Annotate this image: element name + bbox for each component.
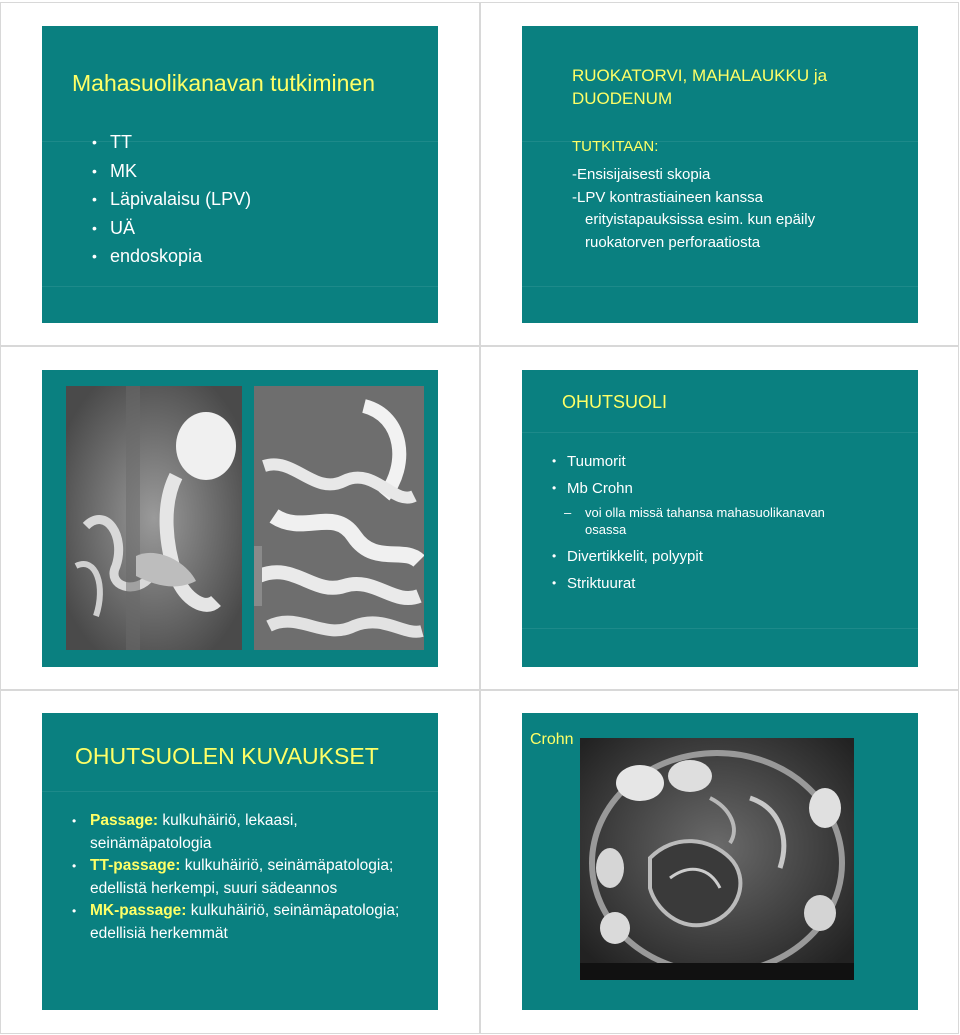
sub-item-line: osassa — [585, 522, 627, 537]
list-item — [72, 810, 417, 855]
slide-text — [572, 164, 815, 254]
list-item: • endoskopia — [92, 242, 251, 271]
bullet-list — [72, 810, 417, 945]
sub-list-item: – voi olla missä tahansa mahasuolikanavan osassa — [564, 505, 825, 537]
text-line: erityistapauksissa esim. kun epäily — [585, 211, 816, 228]
list-item: • Mb Crohn — [552, 475, 825, 502]
list-item-term: MK-passage: — [90, 902, 187, 919]
slide-3 — [42, 370, 438, 667]
slide-2 — [522, 26, 918, 323]
list-item: • Divertikkelit, polyypit — [552, 543, 825, 570]
slide-title: Mahasuolikanavan tutkiminen — [72, 70, 376, 96]
list-item: • Striktuurat — [552, 570, 825, 597]
list-item-text: kulkuhäiriö, lekaasi, seinämäpatologia — [90, 812, 298, 852]
xray-image-small-bowel — [254, 386, 424, 650]
xray-image-stomach — [66, 386, 242, 650]
bullet-list — [552, 448, 825, 597]
sub-item-line: voi olla missä tahansa mahasuolikanavan — [585, 505, 825, 520]
slide-1 — [42, 26, 438, 323]
slide-title: Crohn — [530, 731, 574, 748]
slide-title: RUOKATORVI, MAHALAUKKU ja DUODENUM — [572, 66, 828, 108]
slide-title: OHUTSUOLI — [562, 392, 668, 412]
slide-title: OHUTSUOLEN KUVAUKSET — [75, 743, 379, 769]
slide-subtitle: TUTKITAAN: — [572, 138, 659, 155]
list-item-text: kulkuhäiriö, seinämäpatologia; edellistä herkempi, suuri sädeannos — [90, 857, 394, 897]
text-line: -LPV kontrastiaineen kanssa — [572, 188, 763, 206]
text-line: ruokatorven perforaatiosta — [585, 233, 761, 251]
slide-6 — [522, 713, 918, 1010]
mri-image-crohn — [580, 738, 854, 980]
bullet-list — [92, 128, 251, 271]
slide-5 — [42, 713, 438, 1010]
list-item: • MK — [92, 157, 251, 186]
list-item-text: kulkuhäiriö, seinämäpatologia; edellisiä herkemmät — [90, 902, 400, 942]
list-item — [72, 900, 417, 945]
list-item: • Tuumorit — [552, 448, 825, 475]
list-item-term: TT-passage: — [90, 857, 181, 874]
list-item-term: Passage: — [90, 812, 159, 829]
list-item: • UÄ — [92, 214, 251, 243]
list-item — [72, 855, 417, 900]
text-line: -Ensisijaisesti skopia — [572, 166, 711, 183]
slide-4 — [522, 370, 918, 667]
list-item: • Läpivalaisu (LPV) — [92, 185, 251, 214]
list-item: • TT — [92, 128, 251, 157]
